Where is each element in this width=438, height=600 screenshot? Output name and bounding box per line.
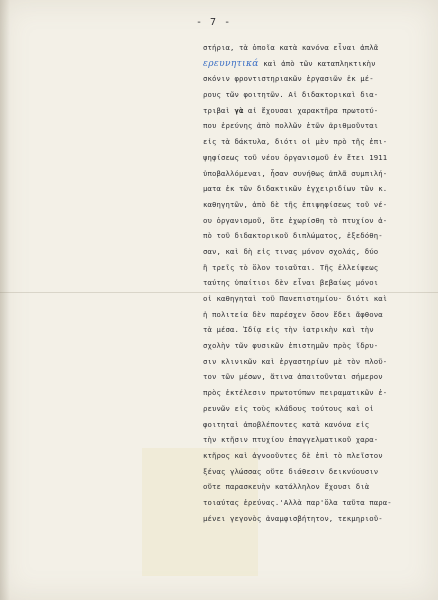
typed-text-body (203, 40, 427, 526)
text-line (203, 275, 427, 291)
text-line (203, 385, 427, 401)
text-segment: ρευνῶν εἰς τοὺς κλάδους τούτους καὶ οἱ (203, 403, 374, 413)
text-segment: ὑποβαλλόμεναι, ἦσαν συνήθως ἁπλᾶ συμπιλή- (203, 168, 388, 178)
text-segment: σιν κλινικῶν καὶ ἐργαστηρίων μὲ τὸν πλοῦ- (203, 356, 388, 366)
text-line (203, 322, 427, 338)
text-line (203, 354, 427, 370)
text-segment: ἡ πολιτεία δὲν παρέσχεν ὅσον ἔδει ἄφθονα (203, 309, 383, 319)
text-line (203, 118, 427, 134)
struck-out-text: γὰ (234, 105, 244, 115)
text-line (203, 71, 427, 87)
text-line (203, 369, 427, 385)
text-segment: στήρια, τὰ ὁποῖα κατὰ κανόνα εἶναι ἁπλᾶ (203, 43, 379, 52)
text-line (203, 479, 427, 495)
text-segment: κτῆρος καὶ ἀγνοοῦντες δὲ ἐπὶ τὸ πλεῖστον (203, 450, 383, 460)
text-segment: καὶ ἀπὸ τῶν καταπληκτικὴν (258, 58, 376, 68)
text-line (203, 103, 427, 119)
text-line (203, 432, 427, 448)
text-line (203, 87, 427, 103)
text-line (203, 260, 427, 276)
binding-shadow (0, 0, 10, 600)
text-line (203, 197, 427, 213)
text-segment: ἢ τρεῖς τὸ ὅλον τοιαῦται. Τῆς ἐλλείψεως (203, 262, 379, 272)
text-line (203, 495, 427, 511)
text-line (203, 134, 427, 150)
text-segment: τριβαὶ (203, 105, 235, 115)
text-segment: τὴν κτῆσιν πτυχίου ἐπαγγελματικοῦ χαρα- (203, 435, 379, 445)
text-line (203, 511, 427, 527)
text-line (203, 338, 427, 354)
text-line (203, 181, 427, 197)
text-segment: σκόνιν φροντιστηριακῶν ἐργασιῶν ἐκ μέ- (203, 74, 374, 84)
text-segment: αἱ ἔχουσαι χαρακτῆρα πρωτοτύ- (243, 105, 379, 115)
text-segment: που ἐρεύνης ἀπὸ πολλῶν ἐτῶν ἀριθμοῦνται (203, 121, 379, 131)
text-line (203, 56, 427, 72)
handwritten-insertion: ερευνητικά (203, 58, 259, 69)
text-line (203, 244, 427, 260)
text-segment: εἰς τὰ δάκτυλα, διότι οἱ μὲν πρὸ τῆς ἐπι- (203, 137, 388, 147)
text-segment: φοιτηταὶ ἀποβλέποντες κατὰ κανόνα εἰς (203, 419, 370, 429)
text-segment: καθηγητῶν, ἀπὸ δὲ τῆς ἐπιψηφίσεως τοῦ νέ- (203, 199, 388, 209)
text-line (203, 291, 427, 307)
text-line (203, 464, 427, 480)
text-line (203, 40, 427, 56)
text-segment: ταύτης ὑπαίτιοι δὲν εἶναι βεβαίως μόνοι (203, 278, 379, 288)
text-segment: πρὸς ἐκτέλεσιν πρωτοτύπων πειραματικῶν ἐ- (203, 388, 388, 398)
text-line (203, 228, 427, 244)
text-segment: τοιαύτας ἐρεύνας.'Αλλὰ παρ'ὅλα ταῦτα παρα- (203, 497, 392, 507)
text-segment: μένει γεγονὸς ἀναμφισβήτητον, τεκμηριοῦ- (203, 513, 383, 523)
text-line (203, 401, 427, 417)
text-segment: τον τῶν μέσων, ἅτινα ἀπαιτοῦνται σήμερον (203, 372, 383, 382)
text-line (203, 307, 427, 323)
text-segment: σαν, καὶ δὴ εἰς τινας μόνον σχολάς, δύο (203, 246, 379, 256)
text-segment: ρους τῶν φοιτητῶν. Αἱ διδακτορικαὶ δια- (203, 90, 379, 100)
text-line (203, 213, 427, 229)
text-segment: σχολὴν τῶν φυσικῶν ἐπιστημῶν πρὸς ἵδρυ- (203, 341, 379, 351)
text-segment: ου ὀργανισμοῦ, ὅτε ἐχωρίσθη τὸ πτυχίον ἀ- (203, 215, 388, 225)
text-line (203, 448, 427, 464)
text-segment: οἱ καθηγηταὶ τοῦ Πανεπιστημίου· διότι καὶ (203, 294, 388, 303)
text-line (203, 417, 427, 433)
text-segment: ξένας γλώσσας οὔτε διάθεσιν δεικνύουσιν (203, 466, 379, 476)
text-segment: ματα ἐκ τῶν διδακτικῶν ἐγχειριδίων τῶν κ. (203, 184, 388, 194)
text-line (203, 166, 427, 182)
text-segment: ψηφίσεως τοῦ νέου ὀργανισμοῦ ἐν ἔτει 1911 (203, 152, 388, 162)
text-segment: τὰ μέσα. Ἰδίᾳ εἰς τὴν ἰατρικὴν καὶ τὴν (203, 325, 374, 335)
text-segment: οὔτε παρασκευὴν κατάλληλον ἔχουσι διὰ (203, 482, 370, 492)
text-line (203, 150, 427, 166)
page-number: - 7 - (196, 17, 232, 28)
text-segment: πὸ τοῦ διδακτορικοῦ διπλώματος, ἐξεδόθη- (203, 231, 383, 241)
